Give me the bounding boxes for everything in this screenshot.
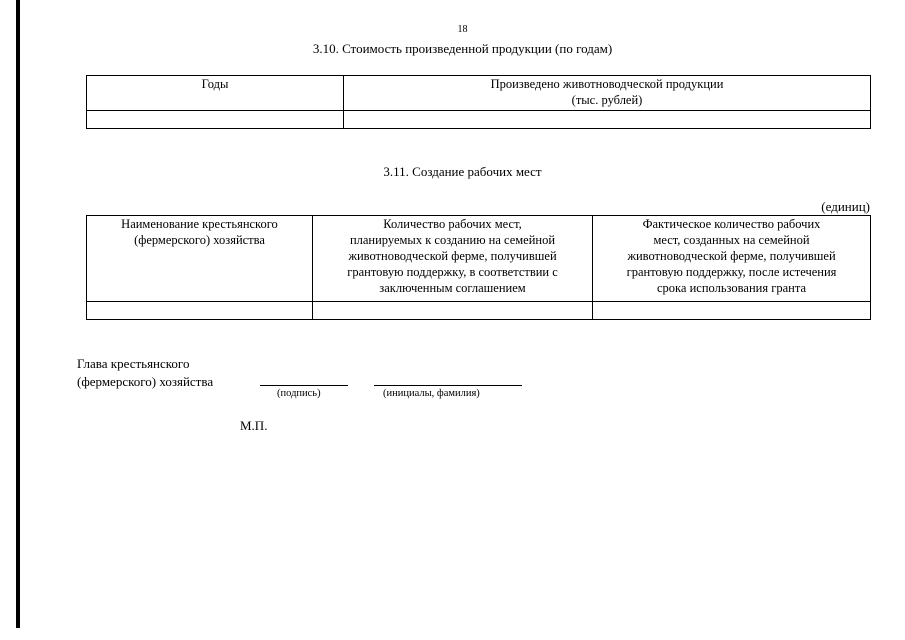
table-cell [87,111,344,129]
jobs-creation-table [86,215,871,320]
farm-head-label: Глава крестьянского (фермерского) хозяйства [77,356,214,389]
page-number: 18 [457,24,468,35]
table-header-row [87,216,871,302]
scan-edge-bar [16,0,20,628]
table-cell [87,302,313,320]
section-title-3-11: 3.11. Создание рабочих мест [383,164,542,179]
name-line [374,385,522,386]
production-value-table [86,75,871,129]
stamp-label: М.П. [240,418,268,433]
table-cell [313,302,593,320]
name-caption: (инициалы, фамилия) [383,388,480,399]
table-header-row [87,76,871,111]
column-header-years: Годы [87,76,344,111]
column-header-actual-jobs: Фактическое количество рабочих мест, созданных на семейной животноводческой ферме, получившей грантовую поддержку, после истечения срока использования гранта [593,216,871,302]
table-row [87,302,871,320]
section-title-3-10: 3.10. Стоимость произведенной продукции (по годам) [312,41,613,56]
table-cell [593,302,871,320]
column-header-farm-name: Наименование крестьянского (фермерского) хозяйства [87,216,313,302]
table-row [87,111,871,129]
table-cell [344,111,871,129]
signature-line [260,385,348,386]
unit-note: (единиц) [821,199,870,214]
column-header-produced: Произведено животноводческой продукции (тыс. рублей) [344,76,871,111]
signature-caption: (подпись) [277,388,321,399]
column-header-planned-jobs: Количество рабочих мест, планируемых к созданию на семейной животноводческой ферме, получившей грантовую поддержку, в соответствии с заключенным соглашением [313,216,593,302]
